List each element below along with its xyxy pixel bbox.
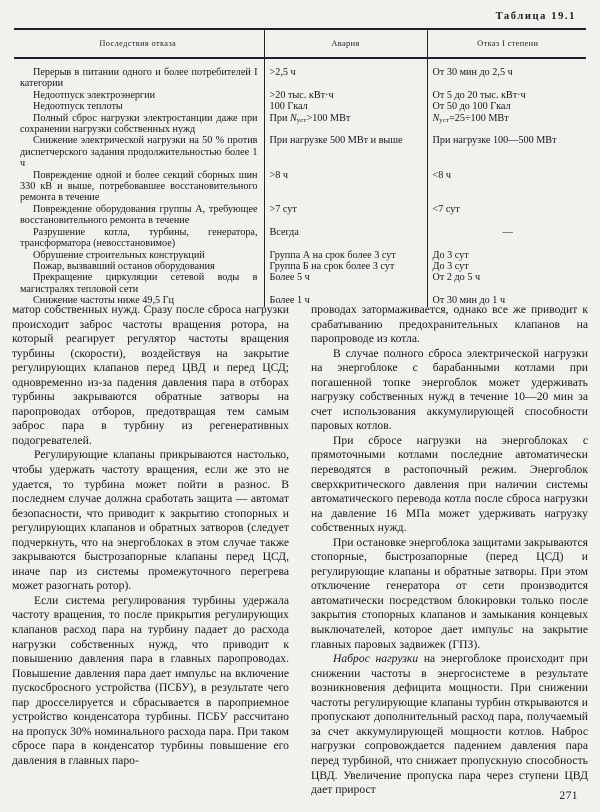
table-row [12,204,588,227]
cell-accident: Всегда [264,227,427,250]
failure-symbol: N [432,112,440,124]
accident-symbol: N [289,112,297,124]
cell-consequence: Недоотпуск теплоты [33,101,123,113]
column-header-failure: Отказ I степени [427,30,588,57]
cell-failure: До 3 сут [427,261,588,272]
cell-failure [427,113,588,136]
cell-consequence: Обрушение строительных конструкций [33,249,205,261]
paragraph: проводах затормаживается, однако все же приводит к срабатыванию предохранительных клапанов на паропроводе из котла. [311,303,588,346]
cell-consequence: Перерыв в питании одного и более потребителей I категории [20,67,258,90]
cell-failure: От 5 до 20 тыс. кВт·ч [427,90,588,101]
cell-accident: При нагрузке 500 МВт и выше [264,135,427,169]
cell-failure: — [427,227,588,250]
cell-failure: <7 сут [427,204,588,227]
table-row [12,101,588,112]
paragraph: Регулирующие клапаны прикрываются настолько, чтобы удержать частоту вращения, если же это не удается, то турбина может пойти в разнос. В последнем случае должна сработать защита — автомат безопасности, что приводит к закрытию стопорных и регулирующих клапанов и обратных затворов (следует подчеркнуть, что на энергоблоках в этом случае также закрываются быстрозапорные клапаны перед ЦСД, иначе пар из системы промежуточного перегрева может разогнать ротор). [12,448,289,593]
cell-accident: Более 5 ч [264,272,427,295]
table-row [12,170,588,204]
body-text [12,303,588,798]
right-text-column [311,303,588,798]
cell-consequence: Повреждение одной и более секций сборных шин 330 кВ и выше, потребовавшее восстановительного ремонта в течение [20,169,258,204]
cell-consequence: Недоотпуск электроэнергии [33,89,156,101]
table-row [12,135,588,169]
table-row [12,59,588,90]
page-number: 271 [559,789,578,802]
cell-failure: От 50 до 100 Гкал [427,101,588,112]
table-header-row [12,30,588,57]
cell-consequence: Пожар, вызвавший останов оборудования [33,260,215,272]
cell-consequence: Полный сброс нагрузки электростанции даже при сохранении нагрузки собственных нужд [20,112,258,136]
paragraph: Если система регулирования турбины удержала частоту вращения, то после прикрытия регулирующих клапанов расход пара на турбину падает до расхода нагрузки собственных нужд, что приводит к повышению давления пара в главных паропроводах. Повышение давления пара дает импульс на включение пускосбросного устройства (ПСБУ), в результате чего пар дросселируется и сбрасывается в пароприемное устройство конденсатора турбины. ПСБУ рассчитано на пропуск 30% номинального расхода пара. При таком сбросе пара в конденсатор турбины повышение его давления в главных паро- [12,593,289,767]
table-row [12,250,588,261]
cell-failure: От 2 до 5 ч [427,272,588,295]
table-row [12,90,588,101]
failure-subscript: уст [439,116,450,124]
cell-failure: До 3 сут [427,250,588,261]
cell-failure: При нагрузке 100—500 МВт [427,135,588,169]
paragraph: матор собственных нужд. Сразу после сброса нагрузки происходит заброс частоты вращения ротора, на который реагирует регулятор частоты вращения турбины (скорости), воздействуя на закрытие регулирующих клапанов перед ЦВД и перед ЦСД; одновременно из-за падения давления пара в отборах турбины закрываются обратные затворы на паропроводах отборов, предотвращая тем самым заброс пара в турбину из регенеративных подогревателей. [12,303,289,447]
cell-consequence: Повреждение оборудования группы А, требующее восстановительного ремонта в течение [20,203,258,227]
cell-failure: От 30 мин до 2,5 ч [427,59,588,90]
cell-accident: 100 Гкал [264,101,427,112]
italic-term: Наброс нагрузки [333,652,419,666]
failure-classification-table [12,28,588,307]
table-row [12,227,588,250]
accident-subscript: уст [296,116,307,124]
cell-accident [264,113,427,136]
cell-accident: Группа Б на срок более 3 сут [264,261,427,272]
table-row [12,113,588,136]
paragraph: В случае полного сброса электрической нагрузки на энергоблоке с барабанными котлами при погашенной топке энергоблок может удерживать нагрузку собственных нужд в течение 10—20 мин за счет использования аккумулирующей способности паровых котлов. [311,346,588,433]
table-caption: Таблица 19.1 [495,11,576,22]
failure-suffix: =25÷100 МВт [449,112,509,124]
paragraph-rest: на энергоблоке происходит при снижении частоты в энергосистеме в результате возникновения дефицита мощности. При снижении частоты регулирующие клапаны турбин открываются и пропускают дополнительный расход пара, получаемый за счет аккумулирующей мощности котлов. Наброс нагрузки сопровождается падением давления пара перед турбиной, что снижает пропускную способность ЦВД. Увеличение пропуска пара через ступени ЦВД дает прирост [311,652,588,797]
cell-consequence: Снижение электрической нагрузки на 50 % против диспетчерского задания продолжительностью более 1 ч [20,135,258,170]
cell-consequence: Снижение частоты ниже 49,5 Гц [33,295,174,307]
column-header-consequence: Последствия отказа [99,39,177,48]
cell-accident: >20 тыс. кВт·ч [264,90,427,101]
accident-prefix: При [269,112,288,124]
cell-accident: Группа А на срок более 3 сут [264,250,427,261]
paragraph: При остановке энергоблока защитами закрываются стопорные, быстрозапорные (перед ЦСД) и регулирующие клапаны и обратные затворы. При этом отключение генератора от сети производится автоматически посредством блокировки только после закрытия стопорных клапанов и замыкания концевых выключателей, которое дает импульс на закрытие главных паровых задвижек (ГПЗ). [311,535,588,651]
cell-consequence: Разрушение котла, турбины, генератора, трансформатора (невосстановимое) [20,226,258,250]
cell-failure: От 30 мин до 1 ч [427,295,588,306]
table-row [12,261,588,272]
paragraph-load-pickup [311,652,588,797]
cell-failure: <8 ч [427,170,588,204]
cell-consequence: Прекращение циркуляции сетевой воды в магистралях тепловой сети [20,272,258,295]
paragraph: При сбросе нагрузки на энергоблоках с прямоточными котлами последние автоматически переводятся в растопочный режим. Энергоблок сверхкритического давления при наличии системы автоматического перевода котла после сброса нагрузки на давление 16 МПа может удерживать нагрузку собственных нужд. [311,433,588,535]
cell-accident: >8 ч [264,170,427,204]
cell-accident: Более 1 ч [264,295,427,306]
accident-suffix: >100 МВт [306,112,351,124]
column-header-accident: Авария [264,30,427,57]
cell-accident: >7 сут [264,204,427,227]
table-row [12,272,588,295]
cell-accident: >2,5 ч [264,59,427,90]
left-text-column [12,303,289,798]
